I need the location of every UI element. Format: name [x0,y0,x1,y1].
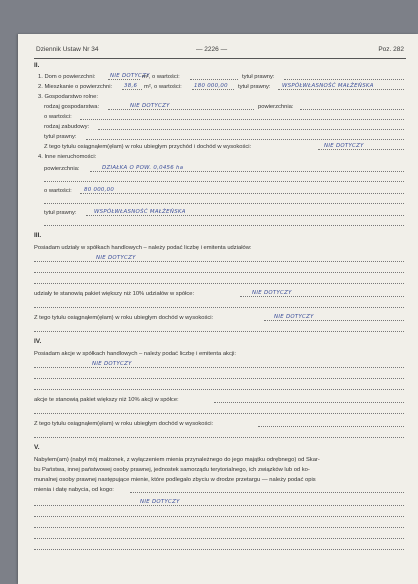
flat-unit-label: m², o wartości: [144,84,182,90]
s4-extra-line-1 [18,371,418,381]
section-5-heading: V. [34,444,40,451]
page-header [18,46,418,58]
s3-income-extra-field[interactable] [34,324,404,332]
house-label: 1. Dom o powierzchni: [38,74,96,80]
s3-extra-line-2 [18,276,418,286]
s4-income-extra-line [18,430,418,440]
farm-title-field[interactable] [86,132,404,140]
s5-extra-line-1 [18,509,418,519]
s4-share-label: akcje te stanowią pakiet większy niż 10% akcji w spółce: [34,397,179,403]
s3-extra-line-1 [18,265,418,275]
house-title-field[interactable] [284,72,404,80]
page-number: — 2226 — [196,46,228,53]
s3-value: NIE DOTYCZY [96,255,136,261]
flat-row [18,82,418,92]
farm-value-field[interactable] [80,112,404,120]
s5-extra-field-3[interactable] [34,531,404,539]
s5-extra-field-1[interactable] [34,509,404,517]
section-4-heading: IV. [34,338,42,345]
s4-intro-row [18,349,418,359]
s4-extra-field-1[interactable] [34,371,404,379]
other-area-extra-line [18,174,418,184]
farm-income-row [18,142,418,152]
other-value-field[interactable] [80,186,404,194]
s5-line-3 [18,475,418,485]
s3-share-extra-line [18,300,418,310]
flat-title-label: tytuł prawny: [238,84,271,90]
flat-value: 180 000,00 [194,83,228,89]
flat-label: 2. Mieszkanie o powierzchni: [38,84,113,90]
s5-extra-field-4[interactable] [34,542,404,550]
s4-extra-line-2 [18,382,418,392]
s4-income-label: Z tego tytułu osiągnąłem(ęłam) w roku ubiegłym dochód w wysokości: [34,421,214,427]
farm-value-label: o wartości: [44,114,72,120]
s4-share-field[interactable] [214,395,404,403]
s5-text-1: Nabyłem(am) (nabył mój małżonek, z wyłączeniem mienia przynależnego do jego majątku odrębnego) od Skar- [34,457,320,463]
s3-intro: Posiadam udziały w spółkach handlowych – należy podać liczbę i emitenta udziałów: [34,245,252,251]
s5-text-3: munalnej osoby prawnej następujące mienie, które podlegało zbyciu w drodze przetargu — należy podać opis [34,477,316,483]
s3-share-label: udziały te stanowią pakiet większy niż 10% udziałów w spółce: [34,291,195,297]
s4-value-field[interactable] [34,360,404,368]
s5-line-4 [18,485,418,495]
header-rule [34,58,406,59]
flat-area-value: 38,6 [124,83,138,89]
s3-extra-field-1[interactable] [34,265,404,273]
other-heading: 4. Inne nieruchomości: [38,154,97,160]
s4-income-field[interactable] [258,419,404,427]
other-title-extra-field[interactable] [44,218,404,226]
s3-share-extra-field[interactable] [34,300,404,308]
s5-text-4: mienia i datę nabycia, od kogo: [34,487,114,493]
s5-extra-line-3 [18,531,418,541]
other-value-label: o wartości: [44,188,72,194]
position-number: Poz. 282 [378,46,404,53]
farm-heading-row [18,92,418,102]
s5-extra-line-4 [18,542,418,552]
s3-value-field[interactable] [34,254,404,262]
other-value-extra-field[interactable] [44,196,404,204]
other-area-extra-field[interactable] [44,174,404,182]
document-page [18,34,418,584]
other-heading-row [18,152,418,162]
s5-line-1 [18,455,418,465]
farm-income-value: NIE DOTYCZY [324,143,364,149]
s3-income-row [18,313,418,323]
s5-extra-line-2 [18,520,418,530]
other-title-label: tytuł prawny: [44,210,77,216]
s4-intro: Posiadam akcje w spółkach handlowych – należy podać liczbę i emitenta akcji: [34,351,237,357]
s4-value-row [18,360,418,370]
other-title-extra-line [18,218,418,228]
s5-value: NIE DOTYCZY [140,499,180,505]
farm-buildings-row [18,122,418,132]
s5-line-2 [18,465,418,475]
section-3-heading: III. [34,232,42,239]
house-title-label: tytuł prawny: [242,74,275,80]
farm-income-label: Z tego tytułu osiągnąłem(ęłam) w roku ubiegłym przychód i dochód w wysokości: [44,144,252,150]
s4-extra-field-2[interactable] [34,382,404,390]
s3-income-value: NIE DOTYCZY [274,314,314,320]
s3-income-label: Z tego tytułu osiągnąłem(ęłam) w roku ubiegłym dochód w wysokości: [34,315,214,321]
flat-title-value: WSPÓŁWŁASNOŚĆ MAŁŻEŃSKA [282,83,374,89]
s3-income-extra-line [18,324,418,334]
farm-value-row [18,112,418,122]
s5-value-row [18,498,418,508]
s4-share-extra-field[interactable] [34,406,404,414]
s5-text-2: bu Państwa, innej państwowej osoby prawnej, jednostek samorządu terytorialnego, ich związków lub od ko- [34,467,310,473]
house-area-value: NIE DOTYCZY [110,73,150,79]
s4-share-row [18,395,418,405]
s3-extra-field-2[interactable] [34,276,404,284]
farm-type-label: rodzaj gospodarstwa: [44,104,100,110]
journal-title: Dziennik Ustaw Nr 34 [36,46,99,53]
house-unit-label: m², o wartości: [142,74,180,80]
s3-share-row [18,289,418,299]
s3-value-row [18,254,418,264]
other-title-value: WSPÓŁWŁASNOŚĆ MAŁŻEŃSKA [94,209,186,215]
s3-intro-row [18,243,418,253]
farm-type-value: NIE DOTYCZY [130,103,170,109]
farm-title-label: tytuł prawny: [44,134,77,140]
s5-value-field[interactable] [34,498,404,506]
farm-area-field[interactable] [300,102,404,110]
other-area-row [18,164,418,174]
other-title-row [18,208,418,218]
s5-extra-field-2[interactable] [34,520,404,528]
farm-buildings-label: rodzaj zabudowy: [44,124,90,130]
s4-income-row [18,419,418,429]
farm-area-label: powierzchnia: [258,104,294,110]
house-value-field[interactable] [190,72,238,80]
farm-buildings-field[interactable] [98,122,404,130]
farm-type-row [18,102,418,112]
other-value-row [18,186,418,196]
s4-value: NIE DOTYCZY [92,361,132,367]
other-area-label: powierzchnia: [44,166,80,172]
other-value-value: 80 000,00 [84,187,115,193]
other-area-value: DZIAŁKA O POW. 0,0456 ha [102,165,184,171]
s4-share-extra-line [18,406,418,416]
other-value-extra-line [18,196,418,206]
farm-heading: 3. Gospodarstwo rolne: [38,94,98,100]
section-2-heading: II. [34,62,40,69]
s5-from-field[interactable] [130,485,404,493]
s4-income-extra-field[interactable] [34,430,404,438]
s3-share-value: NIE DOTYCZY [252,290,292,296]
